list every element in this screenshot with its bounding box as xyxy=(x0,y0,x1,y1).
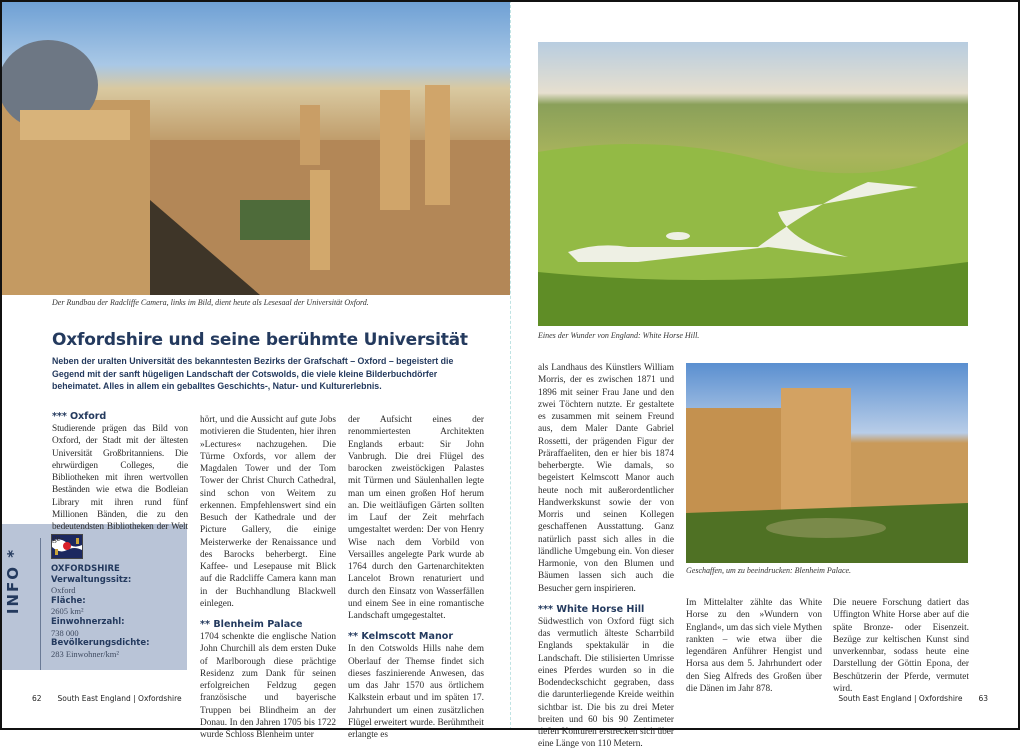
page-number-right: 63 xyxy=(978,694,988,703)
radcliffe-camera-photo xyxy=(0,0,510,295)
footer-left xyxy=(32,694,182,703)
heading-oxford: *** Oxford xyxy=(52,411,107,422)
blenheim-illustration xyxy=(686,363,968,563)
text-white-horse-2: Im Mittelalter zählte das White Horse zu den »Wundern von England«, um das sich viele Mythen rankten – wie etwa über die legendären Anführer Hengist und Horsa aus dem 5. Jahrhundert oder den Sieg Alfreds des Großen über die Dänen im Jahr 878. xyxy=(686,598,822,694)
running-head-right: South East England | Oxfordshire xyxy=(838,694,963,703)
column-oxford xyxy=(52,410,188,546)
text-kelmscott-cont: als Landhaus des Künstlers William Morris, der es zwischen 1871 und 1896 mit seiner Frau Jane und den zwei Töchtern nutzte. Er gestaltete es zusammen mit seinem Freund aus, dem Maler Dante Gabriel Rossetti, der prägenden Figur der Präraffaeliten, den er hier bis 1874 beherbergte. Wie damals, so begeistert Kelmscott Manor auch heute noch mit außerordentlicher Handwerkskunst sowie der von Morris und seinen Kollegen geschaffenen Ausstattung. Ganz natürlich passt sich alles in die ländliche Umgebung ein. Von dieser Harmonie, von den Blumen und Bäumen lassen sich auch die Besucher gern inspirieren. xyxy=(538,363,674,594)
info-facts xyxy=(51,564,149,659)
page-title: Oxfordshire und seine berühmte Universität xyxy=(52,330,468,350)
white-horse-hill-photo xyxy=(538,42,968,326)
intro-text: Neben der uralten Universität des bekanntesten Bezirks der Grafschaft – Oxford – begeistert die Gegend mit der sanft hügeligen Landschaft der Cotswolds, die viele kleine Bilderbuchdörfer beheimatet. Alles in allem ein geballtes Geschichts-, Natur- und Kulturerlebnis. xyxy=(52,356,454,391)
photo-caption-blenheim: Geschaffen, um zu beeindrucken: Blenheim Palace. xyxy=(686,566,852,575)
info-divider xyxy=(40,538,41,670)
heading-kelmscott: ** Kelmscott Manor xyxy=(348,631,454,643)
heading-white-horse: *** White Horse Hill xyxy=(538,603,645,615)
text-white-horse: Südwestlich von Oxford fügt sich das vermutlich älteste Scharrbild Englands spektakulär in die Landschaft. Die stilisierten Umrisse eines Pferdes wurden so in die Bodendeckschicht gegraben, dass die darunterliegende Kreide weithin sichtbar ist. Die bis zu drei Meter breiten und 60 bis 90 Zentimeter tiefen Konturen erstrecken sich über eine Länge von 110 Metern. xyxy=(538,616,674,750)
population-value: 738 000 xyxy=(51,627,79,638)
column-6 xyxy=(833,597,969,695)
heading-blenheim: ** Blenheim Palace xyxy=(200,619,303,630)
column-3 xyxy=(348,414,484,741)
page-number-left: 62 xyxy=(32,694,42,703)
column-5 xyxy=(686,597,822,695)
density-label: Bevölkerungsdichte: xyxy=(51,638,150,649)
density-value: 283 Einwohner/km² xyxy=(51,648,119,659)
text-kelmscott: In den Cotswolds Hills nahe dem Oberlauf der Themse findet sich dieses faszinierende Anwesen, das um das Jahr 1570 aus örtlichem Kalkstein erbaut und im späten 17. Jahrhundert um einen zusätzlichen Flügel erweitert wurde. Berühmtheit erlangte es xyxy=(348,644,484,740)
oxford-skyline-illustration xyxy=(0,0,510,295)
seat-label: Verwaltungssitz: xyxy=(51,574,132,585)
info-box xyxy=(0,524,187,670)
seat-value: Oxford xyxy=(51,585,76,596)
column-4 xyxy=(538,362,674,751)
running-head-left: South East England | Oxfordshire xyxy=(57,694,182,703)
photo-caption-white-horse: Eines der Wunder von England: White Horse Hill. xyxy=(538,331,700,340)
info-name: OXFORDSHIRE xyxy=(51,564,120,574)
area-label: Fläche: xyxy=(51,595,86,606)
text-oxford: Studierende prägen das Bild von Oxford, der Stadt mit der ältesten Universität Großbritanniens. Die ehrwürdigen Colleges, die Bibliotheken mit ihren wertvollen Beständen wie etwa die Bodleian Library mit ihren rund fünf Millionen Bänden, die zu den bedeutendsten Bibliotheken der Welt ge- xyxy=(52,424,188,545)
text-blenheim: 1704 schenkte die englische Nation John Churchill als dem ersten Duke of Marlborough diese prächtige Residenz zum Dank für seinen erfolgreichen Feldzug gegen französische und bayerische Truppen bei Blindheim an der Donau. In den Jahren 1705 bis 1722 wurde Schloss Blenheim unter xyxy=(200,632,336,740)
text-oxford-cont: hört, und die Aussicht auf gute Jobs motivieren die Studenten, hier ihren »Lectures« nachzugehen. Die Türme Oxfords, vor allem der Magdalen Tower und der Tom Tower der Christ Church Cathedral, sind schon von Weitem zu erkennen. Empfehlenswert sind ein Besuch der Kathedrale und der Picture Gallery, die einige Meisterwerke der Renaissance und des Barocks beherbergt. Eine Kaffee- und Lesepause mit Blick auf die Radcliffe Camera kann man in der Buchhandlung Blackwell einlegen. xyxy=(200,415,336,609)
text-white-horse-3: Die neuere Forschung datiert das Uffington White Horse aber auf die späte Bronze- oder Eisenzeit. Bezüge zur keltischen Kunst sind unverkennbar, sodass heute eine Darstellung der Göttin Epona, der Beschützerin der Pferde, vermutet wird. xyxy=(833,598,969,694)
blenheim-palace-photo xyxy=(686,363,968,563)
column-2 xyxy=(200,414,336,741)
info-tag: INFO * xyxy=(4,547,23,615)
population-label: Einwohnerzahl: xyxy=(51,616,125,627)
area-value: 2605 km² xyxy=(51,606,84,617)
photo-caption-radcliffe: Der Rundbau der Radcliffe Camera, links im Bild, dient heute als Lesesaal der Universität Oxford. xyxy=(52,298,369,307)
text-blenheim-cont: der Aufsicht eines der renommiertesten Architekten Englands erbaut: Sir John Vanbrugh. Die drei Flügel des barocken zweistöckigen Palastes mit Türmen und Säulenhallen legte man um einen großen Hof herum an. Die weitläufigen Gärten sollten im Lauf der Zeit mehrfach umgestaltet werden: Der von Henry Wise nach dem Vorbild von Versailles angelegte Park wurde ab 1764 durch den Gartenarchitekten Lancelot Brown renaturiert und durch den Einsatz von Wasserfällen und einem See in eine romantische Landschaft umgegestaltet. xyxy=(348,415,484,621)
page-gutter xyxy=(510,0,511,730)
footer-right xyxy=(838,694,988,703)
white-horse-illustration xyxy=(538,42,968,326)
